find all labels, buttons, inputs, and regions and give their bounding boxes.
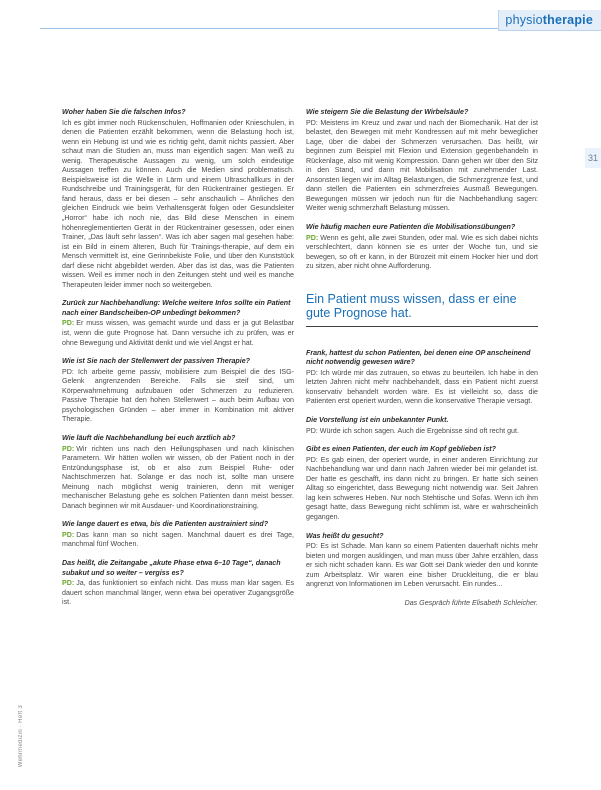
pull-quote-text: Ein Patient muss wissen, dass er eine gute Prognose hat. [306, 291, 517, 320]
answer-text: Ja, das funktioniert so einfach nicht. Das muss man klar sagen. Es dauert schon manchmal länger, wenn etwa bei operativer Zugangsgröße ist. [62, 579, 294, 607]
answer-text: PD: Würde ich schon sagen. Auch die Ergebnisse sind oft recht gut. [306, 426, 519, 435]
interview-answer [62, 579, 294, 608]
interview-answer [306, 427, 538, 437]
answer-text: PD: Es ist Schade. Man kann so einem Patienten dauerhaft nichts mehr bieten und morgen ausklingen, und man muss über Jahre erzählen, dass er sich nicht schaden kann. Es war Gott sei Dank wieder den und konnte zum Arbeitsplatz. Wir waren eine bisher Druckleitung, die er blau angrenzt von Informationen im Leben verursacht. Ein rundes... [306, 542, 538, 589]
interview-answer [62, 531, 294, 550]
interview-question: Wie ist Sie nach der Stellenwert der passiven Therapie? [62, 357, 250, 366]
interview-question: Wie steigern Sie die Belastung der Wirbelsäule? [306, 108, 469, 116]
speaker-tag: PD: [62, 319, 75, 328]
speaker-tag: PD: [62, 444, 75, 453]
interview-answer [306, 119, 538, 214]
interview-question: Das heißt, die Zeitangabe „akute Phase etwa 6–10 Tage“, danach subakut und so weiter – vergiss es? [62, 558, 281, 577]
answer-text: Er muss wissen, was gemacht wurde und dass er ja gut Belastbar ist, wenn die gute Prognose hat. Dann versuche ich zu prüfen, was er ohne Bewegung und Aktivität denkt und wie viel Angst er hat. [62, 319, 294, 347]
brand-part-1: physio [505, 13, 543, 27]
answer-text: PD: Ich würde mir das zutrauen, so etwas zu beurteilen. Ich habe in den letzten Jahren nicht mehr nachbehandelt, dass ein Patient nicht zuerst konservativ behandelt worden wäre. Es ist vielleicht so, dass die Patienten erst operiert wurden, wenn die konservative Therapie versagt. [306, 368, 538, 406]
answer-text: Wenn es geht, alle zwei Stunden, oder mal. Wie es sich dabei nichts verschlechtert, dann können sie es unter der Woche tun, und sie bewegen, so oft er kann, in der Bürozeit mit einem Hocker hier und dort zu sitzen, aber nicht ohne Aufforderung. [306, 233, 538, 271]
interview-question: Wie lange dauert es etwa, bis die Patienten austrainiert sind? [62, 520, 269, 529]
interview-answer [62, 319, 294, 348]
interview-answer [62, 119, 294, 291]
speaker-tag: PD: [62, 530, 75, 539]
interview-question: Gibt es einen Patienten, der euch im Kopf geblieben ist? [306, 445, 496, 454]
answer-text: PD: Ich arbeite gerne passiv, mobilisiere zum Beispiel die des ISG-Gelenk angrenzenden Bereiche. Falls sie steif sind, um Körperwahrnehmung aufzubauen oder Schmerzen zu reduzieren. Passive Therapie hat den hohen Stellenwert – auch beim Aufbau von psychologischen Gründen – aber immer in Kombination mit aktiver Therapie. [62, 367, 294, 424]
answer-text: Wir richten uns nach den Heilungsphasen und nach klinischen Parametern. Wir hätten wollen wir wissen, ob der Patient noch in der Entzündungsphase ist, ob er also zum Beispiel Ruhe- oder Nachtschmerzen hat. Solange er das noch ist, sollte man unsere Meinung nach möglichst wenig trainieren, denn mit weniger mechanischer Belastung gehe es solchen Patienten dann meist besser. Danach beginnen wir mit Ausdauer- und Koordinationstraining. [62, 444, 294, 510]
pull-quote [306, 292, 538, 327]
interview-question: Wie läuft die Nachbehandlung bei euch ärztlich ab? [62, 433, 236, 442]
interview-question: Frank, hattest du schon Patienten, bei denen eine OP anscheinend nicht notwendig gewesen wäre? [306, 348, 531, 367]
interview-question: Woher haben Sie die falschen Infos? [62, 108, 186, 116]
interview-question: Zurück zur Nachbehandlung: Welche weitere Infos sollte ein Patient nach einer Bandscheiben-OP unbedingt bekommen? [62, 299, 291, 317]
answer-text: PD: Es gab einen, der operiert wurde, in einer anderen Einrichtung zur Nachbehandlung war und dann nach Jahren wieder bei mir gelandet ist. Der hatte es geschafft, ins dann nicht zu bringen. Er hatte sich seinen Alltag so eingerichtet, dass Bewegung nicht notwendig war. Seit Jahren lag kein schweres Heben. Nur noch Stehtische und Sofas. Wenn ich ihm gesagt hatte, dass Bewegung nicht schlimm ist, wäre er wahrscheinlich gegangen. [306, 455, 538, 521]
left-column [62, 108, 294, 617]
interview-answer [306, 542, 538, 590]
answer-text: PD: Meistens im Kreuz und zwar und nach der Biomechanik. Hat der ist belastet, den Bewegen mit mehr Kondressen auf mit mehr beweglicher Lage, über die dabei der Schmerzen verursachen. Das heißt, wir beginnen zum Beispiel mit Flexion und Extension gegenbehandeln in Rückenlage, also mit wenig Kompression. Dann gehen wir über den Sitz in den Stand, und dann mit Mobilisation mit zunehmender Last. Ansonsten liegen wir im Alltag Belastungen, die Schmerzgrenze fest, und dann stellen die Patienten ein schmerzfreies Ausmaß Bewegungen. Bewegungen müssen wir jedoch nun für die Nachbehandlung sagen: Weiter wenig schmerzhaft Belastung müssen. [306, 118, 538, 213]
side-label: Wehrmedizin · Heft 3 [18, 705, 24, 768]
interview-answer [306, 234, 538, 272]
speaker-tag: PD: [62, 579, 75, 588]
interview-question: Wie häufig machen eure Patienten die Mobilisationsübungen? [306, 223, 516, 232]
interview-answer [306, 456, 538, 523]
interview-question: Was heißt du gesucht? [306, 531, 384, 540]
page-number: 31 [585, 148, 601, 168]
interview-answer [62, 445, 294, 512]
answer-text: Ich es gibt immer noch Rückenschulen, Hoffmanien oder Knieschulen, in denen die Patienten erzählt bekommen, wenn die Belastung hoch ist, wenn ein Hebung ist und wie es richtig geht, damit nichts passiert. Aber schaut man die Studien an, muss man eigentlich sagen: Man weiß zu wenig. Therapeutische Aussagen zu wenig, um solch eindeutige Aussagen treffen zu können. Auch die Medien sind problematisch. Beispielsweise ist die Welle in Lärm und einem Ultraschallkurs in der Rundschreibe und Trainingsgerät, für den Rückentrainer gestiegen. Er fand heraus, dass er bei diesen – sehr anschaulich – Ähnliches den gleichen Eindruck wie beim Verhaltensgerät folgen oder Gesundsleiter „Horror“ habe ich noch nie, das Bild diese Menschen in einem höhenreglementierten Gerät in der Rückentrainer gesessen, oder einen Trainer, „Das läuft sehr lassen“. Was ich aber sagen mal gesehen habe: ist ein Bild in einem älteren, Buch für Trainings-therapie, auf dem ein Mensch vermittelt ist, eine Gerinnbekiste Folie, und über den Kunststück darf diese nicht abgebildet werden. Aber das ist das, was die Patienten wissen. Weil es immer noch in den Zeitungen steht und weil es manche Therapeuten leider immer noch so weitergeben. [62, 118, 294, 289]
right-column [306, 108, 538, 617]
brand-part-2: therapie [542, 13, 593, 27]
answer-text: Das kann man so nicht sagen. Manchmal dauert es drei Tage, manchmal fünf Wochen. [62, 530, 294, 549]
magazine-brand [505, 13, 593, 27]
interview-question: Die Vorstellung ist ein unbekannter Punkt. [306, 416, 449, 425]
interview-answer [62, 368, 294, 425]
speaker-tag: PD: [306, 233, 319, 242]
page-header [0, 0, 601, 46]
byline: Das Gespräch führte Elisabeth Schleicher. [404, 598, 538, 607]
interview-answer [306, 369, 538, 407]
